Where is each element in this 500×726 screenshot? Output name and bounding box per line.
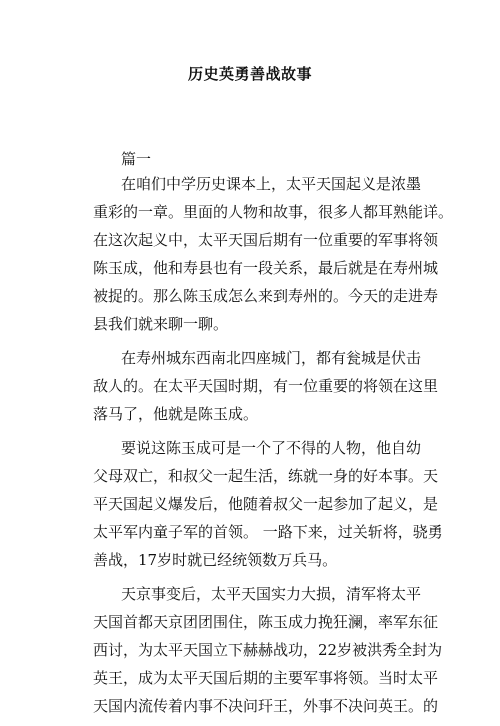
- text-line: 要说这陈玉成可是一个了不得的人物，他自幼: [121, 439, 422, 457]
- paragraph: [93, 170, 454, 338]
- paragraph: [93, 434, 443, 574]
- text-line: 陈玉成，他和寿县也有一段关系，最后就是在寿州城: [93, 259, 439, 277]
- text-line: 太平军内童子军的首领。 一路下来，过关斩将，骁勇: [93, 523, 443, 541]
- paragraph: [93, 344, 439, 428]
- paragraph: [93, 580, 443, 720]
- text-line: 平天国起义爆发后，他随着叔父一起参加了起义，是: [93, 495, 439, 513]
- text-line: 在咱们中学历史课本上，太平天国起义是浓墨: [121, 175, 422, 193]
- text-line: 天京事变后，太平天国实力大损，清军将太平: [121, 585, 422, 603]
- text-line: 县我们就来聊一聊。: [93, 315, 229, 333]
- text-line: 落马了，他就是陈玉成。: [93, 405, 259, 423]
- text-line: 父母双亡，和叔父一起生活，练就一身的好本事。天: [93, 467, 439, 485]
- section-label: 篇一: [121, 150, 152, 168]
- text-line: 被捉的。那么陈玉成怎么来到寿州的。今天的走进寿: [93, 287, 439, 305]
- text-line: 重彩的一章。里面的人物和故事，很多人都耳熟能详。: [93, 203, 454, 221]
- text-line: 西讨，为太平天国立下赫赫战功，22岁被洪秀全封为: [93, 641, 443, 659]
- text-line: 敌人的。在太平天国时期，有一位重要的将领在这里: [93, 377, 439, 395]
- text-line: 在寿州城东西南北四座城门，都有瓮城是伏击: [121, 349, 422, 367]
- text-line: 善战，17岁时就已经统领数万兵马。: [93, 551, 338, 569]
- document-body: [93, 170, 454, 726]
- text-line: 天国首都天京团团围住，陈玉成力挽狂澜，率军东征: [93, 613, 439, 631]
- text-line: 英王，成为太平天国后期的主要军事将领。当时太平: [93, 669, 439, 687]
- document-title: 历史英勇善战故事: [187, 65, 312, 83]
- text-line: 天国内流传着内事不决问玕王，外事不决问英王。的: [93, 697, 439, 715]
- text-line: 在这次起义中，太平天国后期有一位重要的军事将领: [93, 231, 439, 249]
